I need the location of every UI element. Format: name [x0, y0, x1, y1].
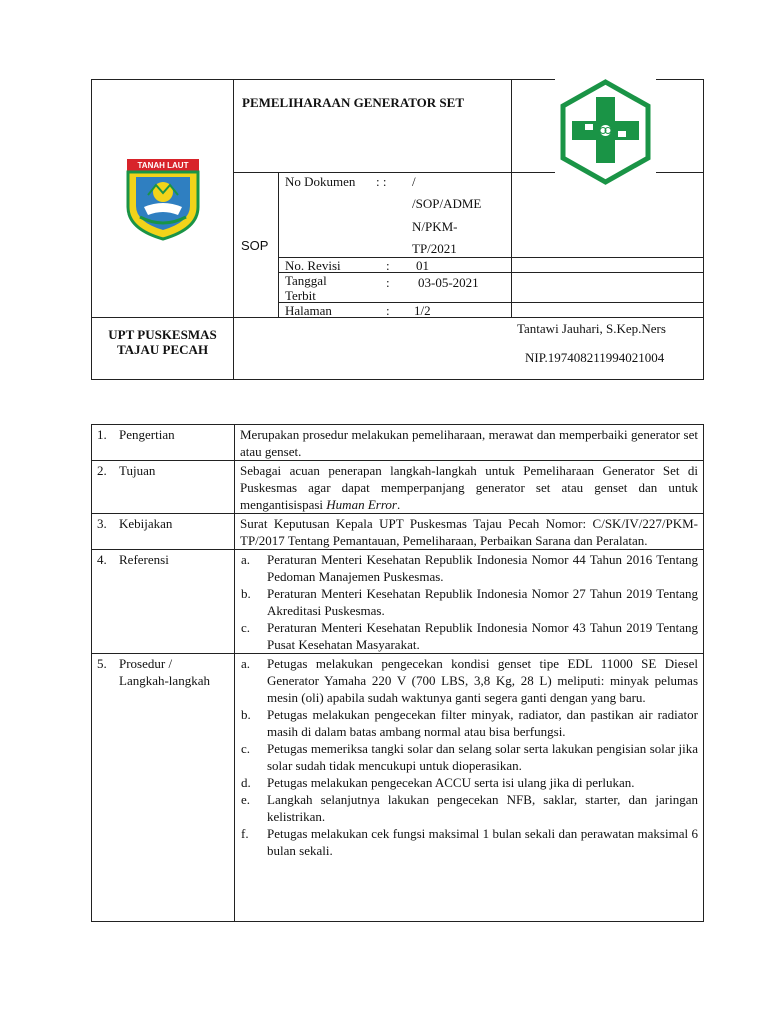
- field-label-tanggal: Tanggal: [285, 273, 327, 288]
- section-number: 2.: [97, 463, 107, 478]
- section-content-cell: [235, 514, 704, 550]
- list-item: [240, 825, 698, 859]
- field-label-terbit: Terbit: [285, 288, 316, 303]
- section-label-cell: [92, 514, 235, 550]
- list-marker: b.: [241, 586, 251, 601]
- divider: [278, 272, 703, 273]
- list-text: Petugas melakukan pengecekan ACCU serta isi ulang jika di perlukan.: [267, 775, 635, 790]
- divider: [233, 80, 234, 379]
- section-number: 4.: [97, 552, 107, 567]
- document-title: PEMELIHARAAN GENERATOR SET: [242, 95, 464, 110]
- section-text-part: .: [396, 497, 401, 512]
- section-label: Referensi: [119, 552, 169, 567]
- list-text: Peraturan Menteri Kesehatan Republik Indonesia Nomor 27 Tahun 2019 Tentang Akreditasi Puskesmas.: [267, 586, 698, 618]
- list-marker: a.: [241, 552, 251, 567]
- list-item: [240, 551, 698, 585]
- tanah-laut-emblem-logo: [126, 159, 200, 241]
- list-marker: f.: [241, 826, 249, 841]
- shield-emblem-icon: [126, 159, 200, 241]
- section-label: [119, 655, 210, 689]
- table-row: [92, 550, 704, 654]
- section-content-cell: [235, 550, 704, 654]
- list-text: Peraturan Menteri Kesehatan Republik Indonesia Nomor 44 Tahun 2016 Tentang Pedoman Manajemen Puskesmas.: [267, 552, 698, 584]
- list-text: Petugas melakukan pengecekan filter minyak, radiator, dan pastikan air radiator masih di dalam batas ambang normal atau bisa berfungsi.: [267, 707, 698, 739]
- list-item: [240, 791, 698, 825]
- sop-label: SOP: [241, 238, 269, 253]
- list-text: Petugas melakukan cek fungsi maksimal 1 bulan sekali dan perawatan maksimal 6 bulan sekali.: [267, 826, 698, 858]
- field-label-no-revisi: No. Revisi: [285, 258, 341, 273]
- field-label-halaman: Halaman: [285, 303, 332, 318]
- emblem-banner-text: TANAH LAUT: [137, 161, 189, 170]
- section-label: Kebijakan: [119, 516, 173, 531]
- field-value-no-dokumen-3: N/PKM-: [412, 219, 458, 234]
- list-marker: d.: [241, 775, 251, 790]
- list-marker: a.: [241, 656, 251, 671]
- list-text: Peraturan Menteri Kesehatan Republik Indonesia Nomor 43 Tahun 2019 Tentang Pusat Kesehatan Masyarakat.: [267, 620, 698, 652]
- signer-name: Tantawi Jauhari, S.Kep.Ners: [517, 321, 666, 336]
- unit-name-line1: UPT PUSKESMAS: [108, 327, 217, 342]
- section-number: 1.: [97, 427, 107, 442]
- list-marker: c.: [241, 620, 251, 635]
- section-label-cell: [92, 550, 235, 654]
- field-value-tanggal-terbit: 03-05-2021: [418, 275, 479, 290]
- section-label-line: Prosedur /: [119, 656, 173, 671]
- section-text-italic: Human Error: [326, 497, 397, 512]
- table-row: [92, 654, 704, 922]
- section-label-cell: [92, 461, 235, 514]
- field-sep: :: [386, 258, 390, 273]
- list-marker: b.: [241, 707, 251, 722]
- list-item: [240, 774, 698, 791]
- section-label-cell: [92, 654, 235, 922]
- unit-name-line2: TAJAU PECAH: [116, 342, 209, 357]
- list-text: Petugas melakukan pengecekan kondisi genset tipe EDL 11000 SE Diesel Generator Yamaha 220 V (700 LBS, 3,8 Kg, 28 L) meliputi: minyak pelumas mesin (oli) apabila sudah waktunya ganti segera ganti dengan yang baru.: [267, 656, 698, 705]
- section-label-cell: [92, 425, 235, 461]
- field-sep: : :: [376, 174, 387, 189]
- field-label-no-dokumen: No Dokumen: [285, 174, 356, 189]
- section-content-cell: [235, 425, 704, 461]
- list-item: [240, 740, 698, 774]
- field-value-no-revisi: 01: [416, 258, 429, 273]
- list-item: [240, 706, 698, 740]
- sop-content-table: [91, 424, 704, 922]
- section-content-cell: [235, 654, 704, 922]
- sop-header: [91, 79, 704, 380]
- list-text: Langkah selanjutnya lakukan pengecekan NFB, saklar, starter, dan jaringan kelistrikan.: [267, 792, 698, 824]
- divider: [278, 257, 703, 258]
- section-text: [240, 462, 698, 513]
- section-content-cell: [235, 461, 704, 514]
- divider: [511, 80, 512, 317]
- list-text: Petugas memeriksa tangki solar dan selang solar serta lakukan pengisian solar jika solar sudah tidak mencukupi untuk dioperasikan.: [267, 741, 698, 773]
- section-number: 5.: [97, 656, 107, 671]
- field-value-no-dokumen-2: /SOP/ADME: [412, 196, 482, 211]
- section-label: Pengertian: [119, 427, 175, 442]
- table-row: [92, 461, 704, 514]
- signer-nip: NIP.197408211994021004: [525, 350, 665, 365]
- section-label-line: Langkah-langkah: [119, 673, 210, 688]
- list-marker: e.: [241, 792, 251, 807]
- puskesmas-cross-icon: [555, 77, 656, 189]
- divider: [278, 302, 703, 303]
- section-label: Tujuan: [119, 463, 156, 478]
- field-value-halaman: 1/2: [414, 303, 431, 318]
- puskesmas-logo: [555, 77, 656, 189]
- field-value-no-dokumen-1: /: [412, 174, 416, 189]
- divider: [92, 317, 703, 318]
- section-text-part: Sebagai acuan penerapan langkah-langkah untuk Pemeliharaan Generator Set di Puskesmas agar dapat memperpanjang generator set atau genset dan untuk mengantisispasi: [240, 463, 698, 512]
- section-text: Surat Keputusan Kepala UPT Puskesmas Tajau Pecah Nomor: C/SK/IV/227/PKM-TP/2017 Tentang Pemantauan, Pemeliharaan, Perbaikan Sarana dan Peralatan.: [240, 516, 698, 548]
- list-item: [240, 585, 698, 619]
- table-row: [92, 425, 704, 461]
- list-item: [240, 619, 698, 653]
- section-number: 3.: [97, 516, 107, 531]
- list-item: [240, 655, 698, 706]
- field-sep: :: [386, 303, 390, 318]
- field-value-no-dokumen-4: TP/2021: [412, 241, 457, 256]
- divider: [278, 172, 279, 318]
- list-marker: c.: [241, 741, 251, 756]
- table-row: [92, 514, 704, 550]
- field-sep: :: [386, 275, 390, 290]
- section-text: Merupakan prosedur melakukan pemeliharaan, merawat dan memperbaiki generator set atau genset.: [240, 427, 698, 459]
